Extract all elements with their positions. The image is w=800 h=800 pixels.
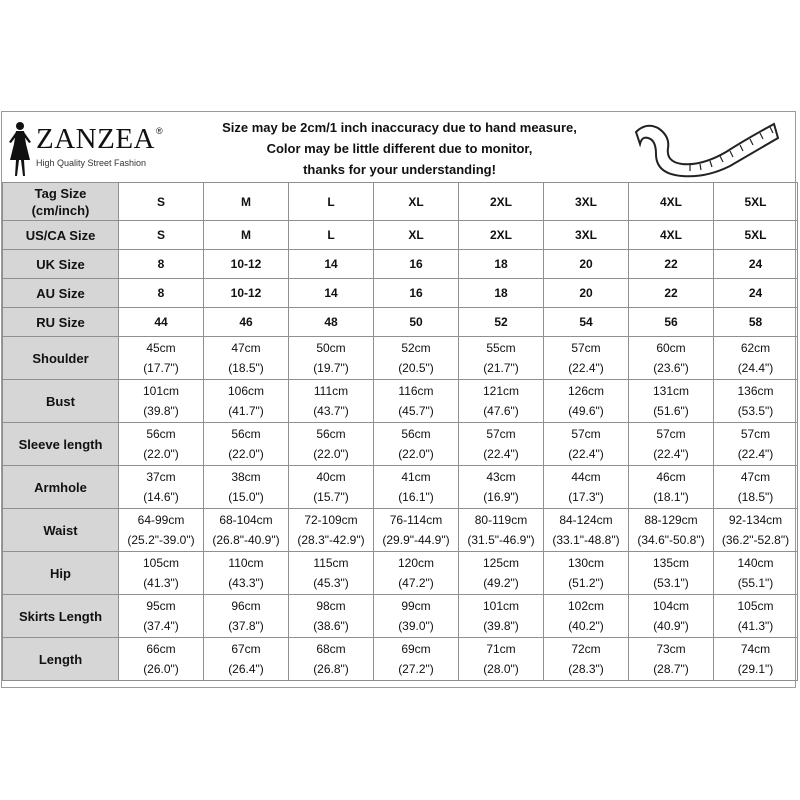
cm-value: 68-104cm (219, 513, 273, 527)
size-cell: 50 (374, 308, 459, 337)
cm-value: 101cm (142, 384, 180, 398)
measurement-cell (119, 509, 204, 552)
cm-value: 62cm (740, 341, 771, 355)
size-cell: 58 (714, 308, 798, 337)
cm-value: 80-119cm (474, 513, 528, 527)
size-cell: 20 (544, 279, 629, 308)
size-cell: 10-12 (204, 279, 289, 308)
row-label-line: UK Size (36, 256, 85, 272)
inch-value: (49.6") (568, 404, 604, 418)
inch-value: (28.3") (568, 662, 604, 676)
size-table (2, 182, 798, 681)
cm-value: 84-124cm (559, 513, 613, 527)
inch-value: (22.4") (568, 361, 604, 375)
size-cell: 4XL (629, 183, 714, 221)
measurement-cell (119, 595, 204, 638)
cm-value: 121cm (482, 384, 520, 398)
measurement-cell (714, 380, 798, 423)
table-row (3, 466, 798, 509)
inch-value: (27.2") (398, 662, 434, 676)
note-line: thanks for your understanding! (303, 162, 496, 177)
size-cell: L (289, 221, 374, 250)
row-label: Hip (3, 552, 119, 595)
measuring-tape-icon (630, 114, 780, 178)
cm-value: 41cm (401, 470, 431, 484)
cm-value: 136cm (737, 384, 774, 398)
cm-value: 45cm (146, 341, 176, 355)
measurement-cell (544, 337, 629, 380)
cm-value: 37cm (146, 470, 176, 484)
size-cell: 48 (289, 308, 374, 337)
cm-value: 47cm (231, 341, 261, 355)
inch-value: (53.1") (653, 576, 689, 590)
size-cell: XL (374, 221, 459, 250)
cm-value: 101cm (482, 599, 520, 613)
table-row (3, 423, 798, 466)
inch-value: (49.2") (483, 576, 519, 590)
measurement-cell (714, 423, 798, 466)
measurement-cell (289, 337, 374, 380)
measurement-cell (629, 595, 714, 638)
inch-value: (40.9") (653, 619, 689, 633)
inch-value: (41.3") (143, 576, 179, 590)
cm-value: 110cm (228, 556, 264, 570)
inch-value: (40.2") (568, 619, 604, 633)
size-cell: 5XL (714, 221, 798, 250)
inch-value: (14.6") (143, 490, 179, 504)
measurement-cell (714, 595, 798, 638)
cm-value: 126cm (567, 384, 605, 398)
cm-value: 140cm (737, 556, 774, 570)
inch-value: (15.7") (313, 490, 349, 504)
inch-value: (39.8") (143, 404, 179, 418)
measurement-cell (374, 380, 459, 423)
inch-value: (41.3") (737, 619, 774, 633)
cm-value: 92-134cm (728, 513, 783, 527)
inch-value: (51.2") (568, 576, 604, 590)
cm-value: 67cm (231, 642, 261, 656)
size-cell: M (204, 221, 289, 250)
cm-value: 111cm (313, 384, 349, 398)
cm-value: 120cm (397, 556, 435, 570)
measurement-cell (119, 466, 204, 509)
measurement-cell (544, 380, 629, 423)
measurement-cell (544, 423, 629, 466)
size-cell: 4XL (629, 221, 714, 250)
cm-value: 57cm (656, 427, 686, 441)
measurement-cell (544, 466, 629, 509)
measurement-cell (204, 337, 289, 380)
measurement-cell (374, 595, 459, 638)
inch-value: (22.0") (313, 447, 349, 461)
measurement-cell (119, 638, 204, 681)
table-row (3, 279, 798, 308)
table-row (3, 250, 798, 279)
inch-value: (31.5"-46.9") (467, 533, 535, 547)
size-cell: 52 (459, 308, 544, 337)
inch-value: (22.4") (568, 447, 604, 461)
measurement-cell (374, 509, 459, 552)
size-cell: L (289, 183, 374, 221)
inch-value: (47.6") (483, 404, 519, 418)
size-chart (1, 111, 796, 688)
measurement-cell (119, 423, 204, 466)
inch-value: (28.3"-42.9") (297, 533, 365, 547)
inch-value: (23.6") (653, 361, 689, 375)
size-cell: 54 (544, 308, 629, 337)
measurement-cell (459, 337, 544, 380)
size-cell: S (119, 183, 204, 221)
measurement-cell (289, 638, 374, 681)
measurement-cell (374, 423, 459, 466)
inch-value: (22.0") (398, 447, 434, 461)
inch-value: (28.7") (653, 662, 689, 676)
measurement-cell (204, 466, 289, 509)
inch-value: (16.9") (483, 490, 519, 504)
cm-value: 56cm (231, 427, 261, 441)
inch-value: (33.1"-48.8") (552, 533, 620, 547)
size-cell: 3XL (544, 183, 629, 221)
inch-value: (29.1") (737, 662, 774, 676)
inch-value: (22.0") (228, 447, 264, 461)
inch-value: (51.6") (653, 404, 689, 418)
cm-value: 96cm (231, 599, 261, 613)
measurement-cell (544, 509, 629, 552)
inch-value: (34.6"-50.8") (637, 533, 705, 547)
size-cell: 10-12 (204, 250, 289, 279)
cm-value: 57cm (571, 341, 601, 355)
cm-value: 60cm (656, 341, 686, 355)
cm-value: 76-114cm (389, 513, 443, 527)
measurement-cell (459, 466, 544, 509)
measurement-cell (374, 552, 459, 595)
size-cell: 22 (629, 279, 714, 308)
measurement-cell (459, 638, 544, 681)
table-row (3, 638, 798, 681)
inch-value: (20.5") (398, 361, 434, 375)
measurement-cell (204, 380, 289, 423)
inch-value: (43.7") (313, 404, 349, 418)
inch-value: (26.8"-40.9") (212, 533, 280, 547)
cm-value: 55cm (486, 341, 516, 355)
inch-value: (17.7") (143, 361, 179, 375)
brand-logo (6, 118, 171, 178)
inch-value: (45.7") (398, 404, 434, 418)
measurement-cell (119, 552, 204, 595)
brand-tagline: High Quality Street Fashion (36, 158, 147, 168)
measurement-cell (544, 595, 629, 638)
size-cell: 5XL (714, 183, 798, 221)
cm-value: 57cm (571, 427, 601, 441)
measurement-cell (459, 509, 544, 552)
size-cell: 44 (119, 308, 204, 337)
size-cell: 24 (714, 250, 798, 279)
chart-header (2, 112, 795, 182)
cm-value: 88-129cm (644, 513, 698, 527)
size-cell: XL (374, 183, 459, 221)
inch-value: (21.7") (483, 361, 519, 375)
size-cell: 14 (289, 279, 374, 308)
measurement-cell (629, 466, 714, 509)
cm-value: 68cm (316, 642, 346, 656)
cm-value: 50cm (316, 341, 346, 355)
cm-value: 74cm (740, 642, 771, 656)
cm-value: 57cm (740, 427, 771, 441)
table-row (3, 221, 798, 250)
measurement-cell (714, 552, 798, 595)
inch-value: (22.0") (143, 447, 179, 461)
measurement-cell (289, 380, 374, 423)
inch-value: (29.9"-44.9") (382, 533, 450, 547)
brand-name: ZANZEA (36, 123, 155, 155)
measurement-cell (714, 466, 798, 509)
inch-value: (55.1") (737, 576, 774, 590)
cm-value: 69cm (401, 642, 431, 656)
measurement-cell (544, 552, 629, 595)
row-label: Sleeve length (3, 423, 119, 466)
row-label: Waist (3, 509, 119, 552)
table-row (3, 308, 798, 337)
measurement-cell (629, 423, 714, 466)
cm-value: 102cm (567, 599, 605, 613)
cm-value: 46cm (656, 470, 686, 484)
measurement-cell (459, 423, 544, 466)
row-label: Skirts Length (3, 595, 119, 638)
row-label: Armhole (3, 466, 119, 509)
cm-value: 56cm (401, 427, 431, 441)
cm-value: 38cm (231, 470, 261, 484)
table-row (3, 183, 798, 221)
table-row (3, 380, 798, 423)
size-cell: 16 (374, 250, 459, 279)
inch-value: (36.2"-52.8") (721, 533, 790, 547)
measurement-cell (289, 509, 374, 552)
measurement-cell (459, 380, 544, 423)
inch-value: (37.4") (143, 619, 179, 633)
row-label-line: (cm/inch) (31, 202, 90, 218)
size-cell: S (119, 221, 204, 250)
cm-value: 40cm (316, 470, 346, 484)
row-label (3, 308, 119, 337)
row-label-line: AU Size (36, 285, 85, 301)
cm-value: 131cm (652, 384, 690, 398)
measurement-cell (459, 552, 544, 595)
measurement-cell (289, 466, 374, 509)
size-cell: 8 (119, 250, 204, 279)
table-row (3, 337, 798, 380)
inch-value: (18.5") (737, 490, 774, 504)
size-table-body (3, 183, 798, 681)
cm-value: 72cm (571, 642, 601, 656)
measurement-cell (459, 595, 544, 638)
fashion-model-silhouette-icon (6, 120, 34, 178)
inch-value: (43.3") (228, 576, 264, 590)
measurement-cell (119, 337, 204, 380)
cm-value: 106cm (227, 384, 265, 398)
cm-value: 130cm (567, 556, 605, 570)
cm-value: 105cm (142, 556, 180, 570)
measurement-cell (119, 380, 204, 423)
row-label (3, 221, 119, 250)
size-cell: 22 (629, 250, 714, 279)
cm-value: 73cm (656, 642, 686, 656)
inch-value: (26.8") (313, 662, 349, 676)
size-cell: 8 (119, 279, 204, 308)
measurement-cell (289, 552, 374, 595)
inch-value: (18.1") (653, 490, 689, 504)
measurement-cell (289, 423, 374, 466)
size-cell: 2XL (459, 183, 544, 221)
size-cell: 16 (374, 279, 459, 308)
measurement-cell (374, 638, 459, 681)
inch-value: (16.1") (398, 490, 434, 504)
cm-value: 116cm (398, 384, 434, 398)
row-label (3, 250, 119, 279)
cm-value: 43cm (486, 470, 516, 484)
cm-value: 115cm (313, 556, 349, 570)
note-line: Color may be little different due to monitor, (266, 141, 533, 156)
cm-value: 56cm (146, 427, 176, 441)
measurement-cell (629, 380, 714, 423)
row-label: Shoulder (3, 337, 119, 380)
cm-value: 47cm (740, 470, 771, 484)
size-cell: 24 (714, 279, 798, 308)
measurement-cell (714, 509, 798, 552)
inch-value: (22.4") (483, 447, 519, 461)
measurement-cell (204, 638, 289, 681)
measurement-cell (204, 509, 289, 552)
size-cell: 20 (544, 250, 629, 279)
table-row (3, 509, 798, 552)
size-cell: 56 (629, 308, 714, 337)
inch-value: (19.7") (313, 361, 349, 375)
inch-value: (47.2") (398, 576, 434, 590)
inch-value: (45.3") (313, 576, 349, 590)
inch-value: (53.5") (737, 404, 774, 418)
row-label: Bust (3, 380, 119, 423)
inch-value: (15.0") (228, 490, 264, 504)
table-row (3, 595, 798, 638)
measurement-cell (629, 337, 714, 380)
measurement-cell (629, 552, 714, 595)
inch-value: (39.0") (398, 619, 434, 633)
cm-value: 135cm (652, 556, 690, 570)
cm-value: 95cm (146, 599, 176, 613)
measurement-cell (629, 509, 714, 552)
size-cell: 18 (459, 279, 544, 308)
registered-mark: ® (156, 126, 163, 136)
measurement-cell (289, 595, 374, 638)
inch-value: (39.8") (483, 619, 519, 633)
measurement-cell (714, 337, 798, 380)
inch-value: (41.7") (228, 404, 264, 418)
row-label (3, 279, 119, 308)
inch-value: (28.0") (483, 662, 519, 676)
cm-value: 99cm (401, 599, 431, 613)
row-label-line: Tag Size (34, 185, 87, 201)
measurement-cell (204, 423, 289, 466)
size-cell: M (204, 183, 289, 221)
inch-value: (37.8") (228, 619, 264, 633)
size-cell: 14 (289, 250, 374, 279)
measurement-cell (714, 638, 798, 681)
cm-value: 56cm (316, 427, 346, 441)
cm-value: 125cm (482, 556, 520, 570)
cm-value: 71cm (486, 642, 516, 656)
table-row (3, 552, 798, 595)
inch-value: (25.2"-39.0") (127, 533, 195, 547)
cm-value: 57cm (486, 427, 516, 441)
row-label (3, 183, 119, 221)
row-label-line: US/CA Size (25, 227, 96, 243)
cm-value: 64-99cm (137, 513, 185, 527)
cm-value: 104cm (652, 599, 690, 613)
measurement-cell (204, 552, 289, 595)
row-label-line: RU Size (36, 314, 85, 330)
size-notes (207, 117, 592, 180)
measurement-cell (629, 638, 714, 681)
cm-value: 72-109cm (304, 513, 358, 527)
row-label: Length (3, 638, 119, 681)
measurement-cell (544, 638, 629, 681)
inch-value: (26.4") (228, 662, 264, 676)
cm-value: 98cm (316, 599, 346, 613)
note-line: Size may be 2cm/1 inch inaccuracy due to hand measure, (222, 120, 577, 135)
cm-value: 66cm (146, 642, 176, 656)
inch-value: (18.5") (228, 361, 264, 375)
cm-value: 105cm (737, 599, 774, 613)
size-cell: 2XL (459, 221, 544, 250)
inch-value: (24.4") (737, 361, 774, 375)
inch-value: (22.4") (653, 447, 689, 461)
size-cell: 46 (204, 308, 289, 337)
measurement-cell (204, 595, 289, 638)
measurement-cell (374, 337, 459, 380)
size-cell: 18 (459, 250, 544, 279)
inch-value: (22.4") (737, 447, 774, 461)
inch-value: (17.3") (568, 490, 604, 504)
measurement-cell (374, 466, 459, 509)
cm-value: 52cm (401, 341, 431, 355)
size-cell: 3XL (544, 221, 629, 250)
inch-value: (26.0") (143, 662, 179, 676)
inch-value: (38.6") (313, 619, 349, 633)
cm-value: 44cm (571, 470, 601, 484)
